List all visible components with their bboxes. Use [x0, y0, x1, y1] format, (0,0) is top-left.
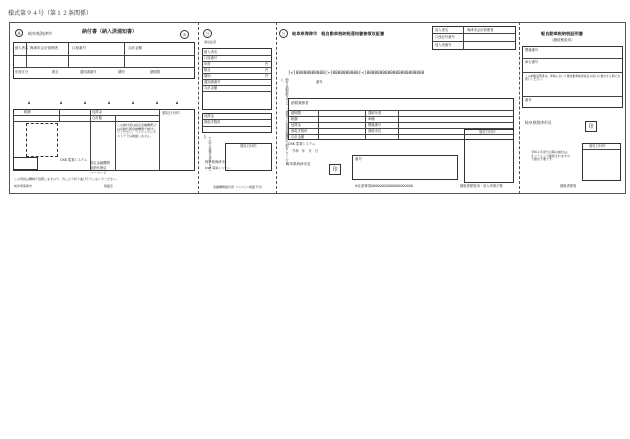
cert-stamp-label: 領収日付印 [589, 144, 606, 148]
cert-number-label: 番号 [525, 98, 532, 102]
receipt-row-4: 税目 [204, 68, 211, 72]
circle-mark-a: A [15, 29, 23, 37]
footer-note: この用紙は機械で処理しますので、汚したり折り曲げたりしないでください。 [14, 177, 119, 181]
notice-bottom-code: ※注意事項00000000000000000000 [355, 184, 413, 188]
row-label-6: 納期限 [150, 70, 160, 74]
form-number: 様式第９４号（第１２条関係） [8, 10, 93, 17]
receipt-row-1: 納入者名 [204, 50, 218, 54]
notice-row-1: 納期限 [291, 111, 301, 115]
receipt-row-3: 年度 [204, 62, 211, 66]
system-label-1: OSK 電算システム [60, 158, 88, 162]
row-label-1: 年度区分 [15, 70, 29, 74]
account-label-1: 加入者名 [435, 28, 449, 32]
perforation-1 [198, 22, 199, 194]
account-label: 口座番号 [72, 46, 86, 50]
receipt-small-title: 領収証書 [204, 40, 217, 44]
yen-mark-1: 円 [265, 62, 269, 66]
office-label: 海津市会計管理者 [30, 46, 58, 50]
notice-row-3: 延滞金 [291, 123, 301, 127]
total-label: 合計金額 [128, 46, 142, 50]
receipt-row-5: 期別 [204, 74, 211, 78]
notice-number-box [352, 155, 458, 180]
receipt-row-7: 合計金額 [204, 86, 218, 90]
receipt-stamp-label-2: 領収日付印 [240, 144, 257, 148]
notice-header: 岐阜県海津市 軽自動車税納税通知書兼領収証書 [292, 31, 385, 36]
small-label-2: 収納代理店 [90, 166, 107, 170]
circle-mark-public: 公 [203, 29, 212, 38]
notice-right-row-1: 課税年度 [368, 111, 382, 115]
notice-vertical-note: 納付は納期限までに、ご最寄りの指定金融機関で納付してください。 [280, 78, 289, 165]
receipt-row-8: 延滞金 [204, 114, 214, 118]
row-label-5: 通知書番号 [80, 70, 97, 74]
amount-label-1: 税額 [24, 110, 31, 114]
notice-right-row-2: 車種 [368, 117, 375, 121]
small-label-1: 指定金融機関 [90, 161, 110, 165]
small-label-box [13, 157, 38, 170]
notice-bottom-right: 納税者保管用・収入印紙不要 [460, 184, 503, 188]
cert-lower-note: 令和４年度分以降の納付は、オンラインで確認されますので提出不要です。 [531, 150, 571, 162]
cert-subtitle: （継続検査用） [550, 38, 575, 42]
office-bottom: 岐阜県海津市 [14, 184, 33, 188]
slip-title: 納付書（納入済通知書） [82, 29, 138, 35]
recipient-label: 岐阜県海津市 [28, 31, 52, 36]
receipt-side-text: （上記の金額を領収しました） [203, 135, 212, 171]
account-label-3: 加入者番号 [435, 43, 452, 47]
receipt-row-2: 口座番号 [204, 56, 218, 60]
receipt-office: 岐阜県海津市 [205, 160, 225, 164]
cert-note: この納税証明書は、車検において軽自動車検査協会の窓口に提出する際にお使いください。 [525, 74, 621, 82]
circle-mark-b: a [180, 30, 189, 39]
notice-number-label: 番号 [316, 80, 323, 84]
note-box-text: この納付書は指定金融機関又は収納代理金融機関で納付してください。コンビニエンスストアでは取扱いません。 [117, 123, 157, 138]
notice-stamp-box [464, 129, 514, 183]
footer-code: 取扱店 [104, 184, 114, 188]
yen-mark-2: 円 [265, 68, 269, 72]
receipt-row-6: 通知書番号 [204, 80, 221, 84]
payer-label: 納入者名 [15, 46, 29, 50]
notice-right-row-3: 標識番号 [368, 123, 382, 127]
receipt-bottom: 金融機関提出用（コンビニ取扱不可） [213, 185, 265, 189]
cert-row-2: 車台番号 [525, 60, 539, 64]
small-label-3: バーコード [90, 171, 107, 175]
cert-seal: 印 [585, 121, 597, 132]
notice-right-row-4: 課税市長 [368, 129, 382, 133]
notice-number-box-label: 番号 [355, 157, 362, 161]
circle-mark-public-2: 公 [279, 29, 288, 38]
cert-bottom: 納税者保管 [560, 184, 577, 188]
ocr-line: [<]00000000000[>]0000000000[<]0000000000000000000000 [288, 70, 425, 75]
amount-label-2: 延滞金 [92, 110, 102, 114]
notice-date: 令和 年 月 日 [292, 149, 319, 153]
system-label-3: OSK 電算システム [288, 142, 316, 146]
notice-row-2: 税額 [291, 117, 298, 121]
taxpayer-label: 納税義務者 [291, 101, 309, 105]
notice-office: 岐阜県海津市長 [286, 162, 311, 166]
perforation-2 [276, 22, 277, 194]
cert-row-1: 標識番号 [525, 48, 539, 52]
row-label-4: 期別 [118, 70, 125, 74]
account-label-2: 口座記号番号 [435, 35, 455, 39]
receipt-stamp-label-1: 領収日付印 [162, 111, 180, 115]
notice-seal: 印 [329, 164, 341, 175]
system-label-2: OSK 電算システム [205, 166, 230, 170]
amount-label-4: 合計額 [92, 116, 102, 120]
yen-mark-3: 円 [265, 74, 269, 78]
receipt-row-9: 督促手数料 [204, 120, 221, 124]
notice-row-4: 督促手数料 [291, 129, 308, 133]
notice-stamp-label: 領収日付印 [479, 130, 496, 134]
cert-office: 岐阜県海津市長 [525, 120, 552, 125]
perforation-3 [519, 22, 520, 194]
dashed-box [26, 123, 58, 157]
notice-row-5: 合計金額 [291, 135, 305, 139]
account-value-1: 海津市会計管理者 [467, 28, 494, 32]
row-label-2: 税目 [52, 70, 59, 74]
cert-title: 軽自動車税納税証明書 [541, 31, 583, 36]
